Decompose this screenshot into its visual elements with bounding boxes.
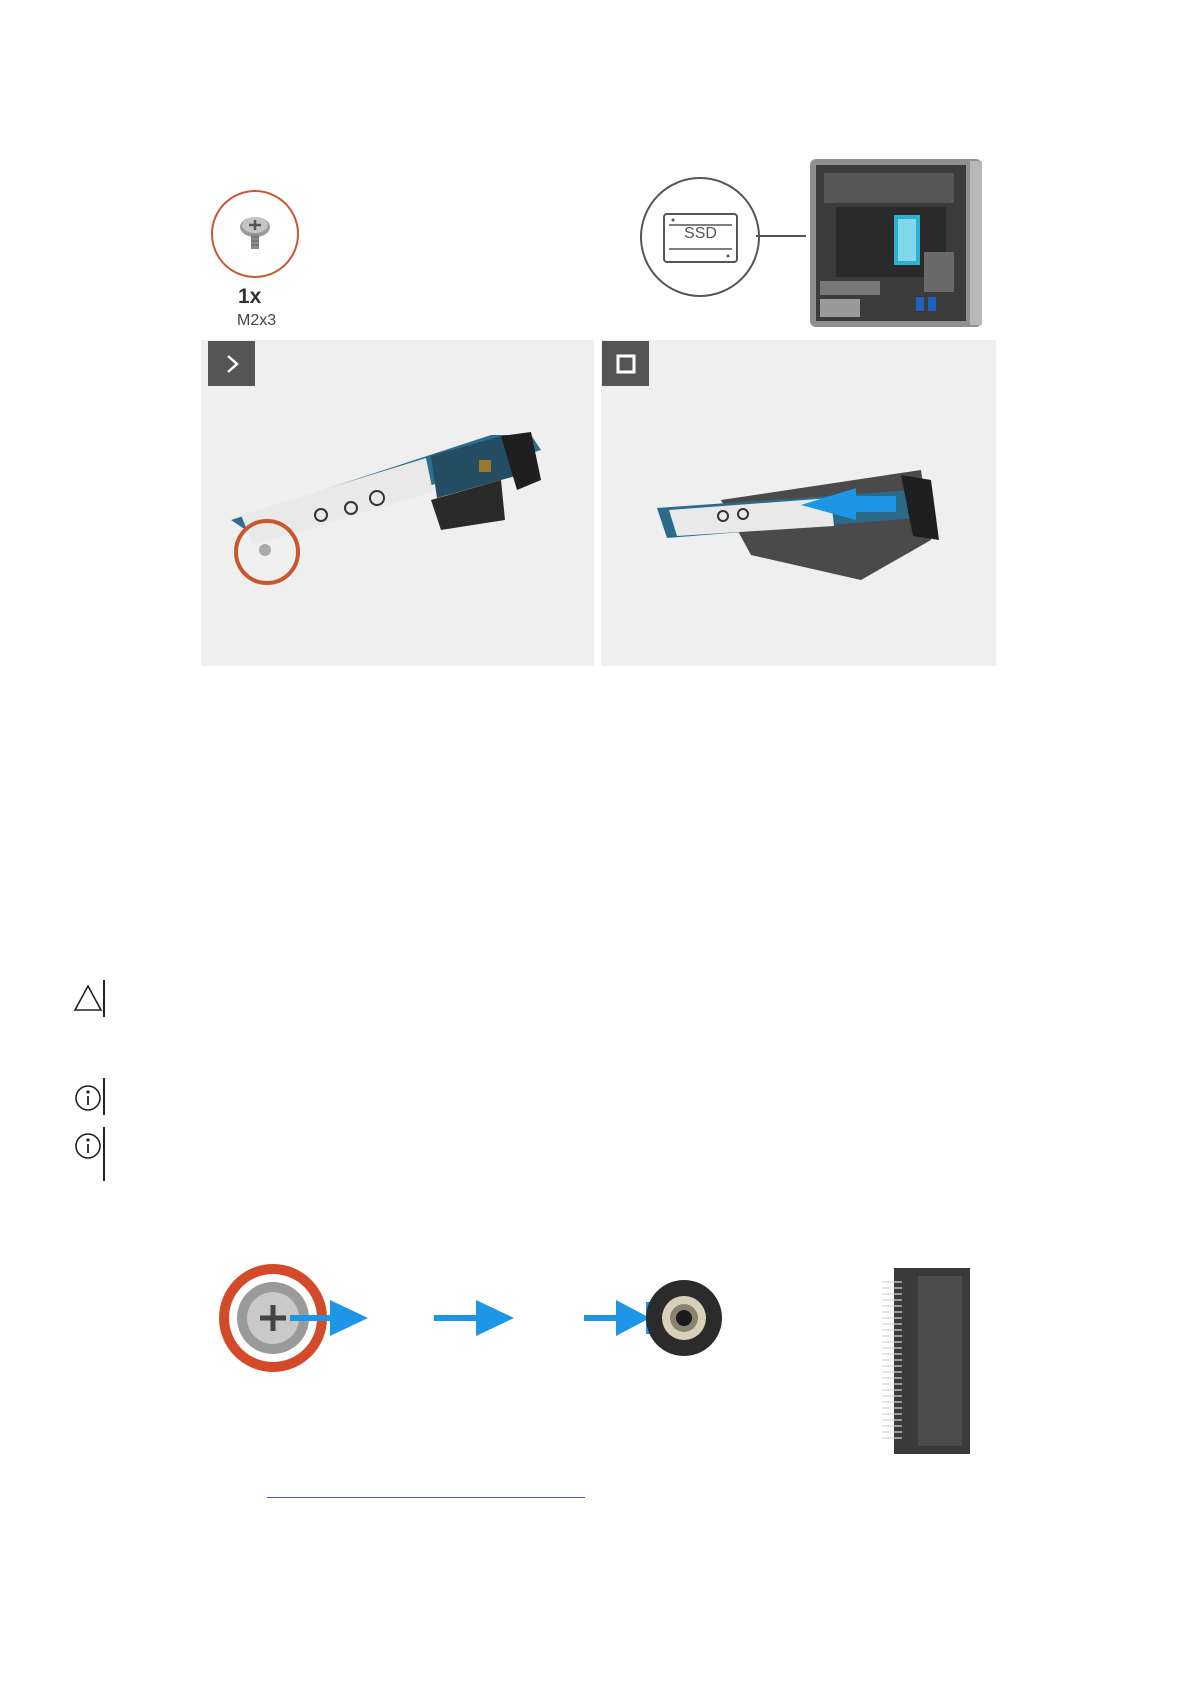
step-indicator-next	[208, 341, 255, 386]
step-panel-slide-ssd	[601, 340, 996, 666]
ssd-screw-image	[201, 340, 594, 666]
screw-size-label: M2x3	[237, 312, 277, 329]
info-icon	[73, 1083, 103, 1113]
computer-chassis-image	[806, 157, 986, 329]
stop-square-icon	[616, 354, 636, 374]
step-panel-remove-screw	[201, 340, 594, 666]
hyperlink-underline[interactable]	[267, 1497, 585, 1498]
chevron-right-icon	[222, 354, 242, 374]
caution-triangle-icon	[73, 983, 103, 1013]
screw-standoff-sequence-image	[210, 1262, 750, 1422]
caution-note-bar	[103, 980, 105, 1017]
screw-quantity: 1x	[238, 285, 262, 308]
ssd-removal-image	[601, 340, 996, 666]
info-note-bar-2	[103, 1127, 105, 1181]
step-indicator-stop	[602, 341, 649, 386]
info-note-bar-1	[103, 1078, 105, 1115]
info-icon	[73, 1131, 103, 1161]
screw-callout-circle	[211, 190, 299, 278]
screw-icon	[213, 192, 297, 276]
m2-connector-image	[878, 1268, 970, 1454]
ssd-label: SSD	[684, 225, 717, 242]
